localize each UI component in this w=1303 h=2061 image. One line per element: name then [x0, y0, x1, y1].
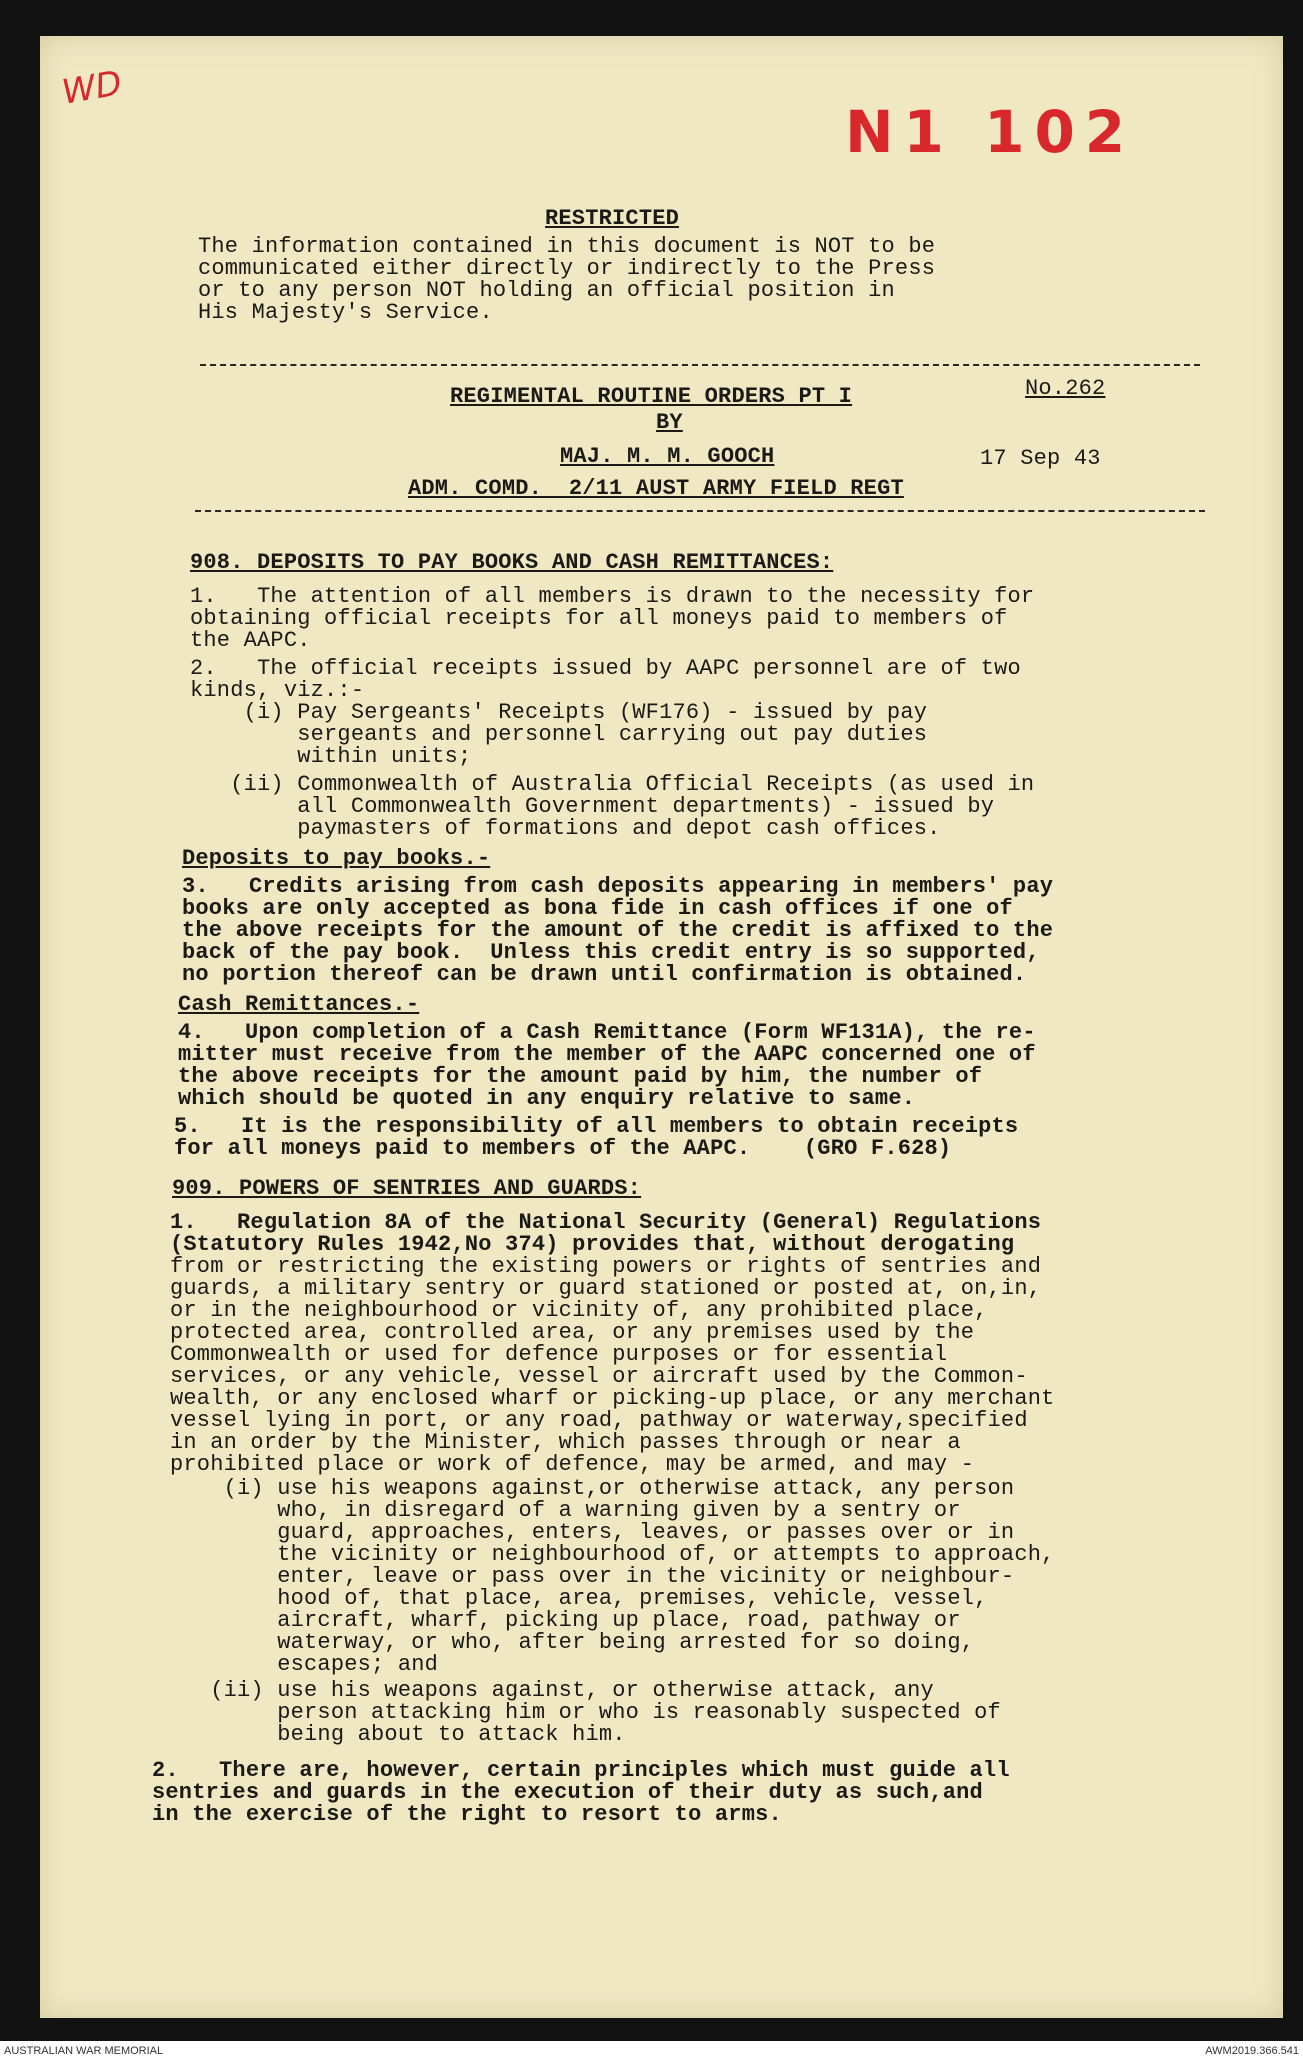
body-line: from or restricting the existing powers or rights of sentries and [170, 1254, 1042, 1279]
order-number: No.262 [1025, 376, 1106, 401]
body-line: 1. Regulation 8A of the National Security (General) Regulations [170, 1210, 1042, 1235]
body-line: 2. The official receipts issued by AAPC personnel are of two [190, 656, 1021, 681]
subheading-cash-remittances: Cash Remittances.- [178, 992, 420, 1017]
archive-name: AUSTRALIAN WAR MEMORIAL [4, 2045, 164, 2057]
body-line: 2. There are, however, certain principles which must guide all [152, 1758, 1010, 1783]
body-line: (Statutory Rules 1942,No 374) provides that, without derogating [170, 1232, 1015, 1257]
section-heading-909: 909. POWERS OF SENTRIES AND GUARDS: [172, 1176, 642, 1201]
body-line: guards, a military sentry or guard stationed or posted at, on,in, [170, 1276, 1042, 1301]
body-line: in an order by the Minister, which passes through or near a [170, 1430, 961, 1455]
archive-footer [0, 2041, 1303, 2061]
body-line: paymasters of formations and depot cash offices. [190, 816, 941, 841]
body-line: which should be quoted in any enquiry relative to same. [178, 1086, 916, 1111]
body-line: obtaining official receipts for all moneys paid to members of [190, 606, 1008, 631]
document-page [40, 36, 1283, 2018]
notice-line: His Majesty's Service. [198, 300, 493, 325]
issuing-officer: MAJ. M. M. GOOCH [560, 444, 775, 469]
body-line: or in the neighbourhood or vicinity of, any prohibited place, [170, 1298, 988, 1323]
body-line: (ii) Commonwealth of Australia Official Receipts (as used in [190, 772, 1035, 797]
body-line: the above receipts for the amount paid by him, the number of [178, 1064, 983, 1089]
body-line: 5. It is the responsibility of all members to obtain receipts [174, 1114, 1019, 1139]
body-line: 3. Credits arising from cash deposits appearing in members' pay [182, 874, 1054, 899]
body-line: hood of, that place, area, premises, vehicle, vessel, [170, 1586, 988, 1611]
section-heading-908: 908. DEPOSITS TO PAY BOOKS AND CASH REMITTANCES: [190, 550, 834, 575]
body-line: the vicinity or neighbourhood of, or attempts to approach, [170, 1542, 1055, 1567]
body-line: all Commonwealth Government departments) - issued by [190, 794, 995, 819]
body-line: being about to attack him. [170, 1722, 626, 1747]
notice-line: The information contained in this document is NOT to be [198, 234, 936, 259]
body-line: within units; [190, 744, 472, 769]
body-line: person attacking him or who is reasonably suspected of [170, 1700, 1001, 1725]
body-line: mitter must receive from the member of the AAPC concerned one of [178, 1042, 1036, 1067]
order-date: 17 Sep 43 [980, 446, 1101, 471]
body-line: back of the pay book. Unless this credit entry is so supported, [182, 940, 1040, 965]
divider [200, 364, 1200, 366]
body-line: (ii) use his weapons against, or otherwise attack, any [170, 1678, 934, 1703]
body-line: services, or any vehicle, vessel or aircraft used by the Common- [170, 1364, 1028, 1389]
body-line: the AAPC. [190, 628, 311, 653]
body-line: enter, leave or pass over in the vicinity or neighbour- [170, 1564, 1015, 1589]
body-line: sentries and guards in the execution of their duty as such,and [152, 1780, 983, 1805]
body-line: for all moneys paid to members of the AAPC. (GRO F.628) [174, 1136, 952, 1161]
command-unit: ADM. COMD. 2/11 AUST ARMY FIELD REGT [408, 476, 904, 501]
body-line: 1. The attention of all members is drawn to the necessity for [190, 584, 1035, 609]
archive-reference: AWM2019.366.541 [1205, 2045, 1299, 2057]
body-line: escapes; and [170, 1652, 439, 1677]
body-line: Commonwealth or used for defence purposes or for essential [170, 1342, 948, 1367]
body-line: in the exercise of the right to resort to arms. [152, 1802, 782, 1827]
body-line: protected area, controlled area, or any premises used by the [170, 1320, 975, 1345]
body-line: (i) use his weapons against,or otherwise attack, any person [170, 1476, 1015, 1501]
body-line: sergeants and personnel carrying out pay duties [190, 722, 928, 747]
body-line: kinds, viz.:- [190, 678, 365, 703]
subheading-deposits: Deposits to pay books.- [182, 846, 491, 871]
body-line: prohibited place or work of defence, may be armed, and may - [170, 1452, 975, 1477]
notice-line: communicated either directly or indirectly to the Press [198, 256, 936, 281]
orders-title: REGIMENTAL ROUTINE ORDERS PT I [450, 384, 853, 409]
body-line: no portion thereof can be drawn until confirmation is obtained. [182, 962, 1027, 987]
classification-label: RESTRICTED [545, 206, 680, 231]
divider [195, 510, 1205, 512]
handwritten-wd-annotation: WD [58, 63, 125, 113]
body-line: who, in disregard of a warning given by a sentry or [170, 1498, 961, 1523]
body-line: (i) Pay Sergeants' Receipts (WF176) - issued by pay [190, 700, 928, 725]
body-line: vessel lying in port, or any road, pathway or waterway,specified [170, 1408, 1028, 1433]
body-line: aircraft, wharf, picking up place, road, pathway or [170, 1608, 961, 1633]
handwritten-reference-annotation: N1 102 [845, 98, 1136, 166]
body-line: wealth, or any enclosed wharf or picking-up place, or any merchant [170, 1386, 1055, 1411]
body-line: the above receipts for the amount of the credit is affixed to the [182, 918, 1054, 943]
notice-line: or to any person NOT holding an official position in [198, 278, 895, 303]
body-line: 4. Upon completion of a Cash Remittance (Form WF131A), the re- [178, 1020, 1036, 1045]
body-line: guard, approaches, enters, leaves, or passes over or in [170, 1520, 1015, 1545]
body-line: books are only accepted as bona fide in cash offices if one of [182, 896, 1013, 921]
by-label: BY [656, 410, 683, 435]
body-line: waterway, or who, after being arrested for so doing, [170, 1630, 975, 1655]
